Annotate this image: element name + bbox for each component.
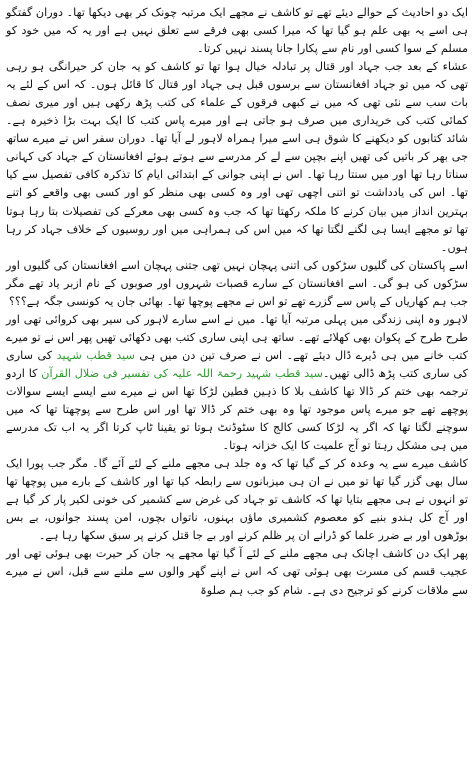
paragraph-text: کی ساری کی ساری کتب پڑھ ڈالی تھیں۔ <box>6 348 469 380</box>
paragraph <box>6 257 468 311</box>
paragraph <box>6 455 468 545</box>
paragraph-text: پھر ایک دن کاشف اچانک ہی مجھے ملنے کے لئے آ گیا تھا مجھے یہ جان کر حیرت بھی ہوئی تھی اور عجیب قسم کی مسرت بھی ہوئی تھی کہ اس نے اپنے گھر والوں سے ملنے سے قبل، اس نے میرے سے ملاقات کرنے کو ترجیح دی ہے۔ شام کو جب ہم صلوۃ <box>6 547 468 597</box>
paragraph-text: عشاء کے بعد جب جہاد اور قتال پر تبادلہ خیال ہوا تھا تو کاشف کو یہ جان کر حیرانگی ہو رہی تھی کہ میں تو جہاد افغانستان سے برسوں قبل ہی جہاد اور قتال کا قائل ہوں۔ کہ اس کے لئے یہ بات سب سے نئی تھی کہ میں نے کبھی فرقوں کے علماء کی کتب پڑھ رکھی ہیں اور میری نصف کمائی کتب کی خریداری میں صرف ہو جاتی ہے اور میرے پاس کتب کا ایک بہت بڑا ذخیرہ ہے۔ شائد کتابوں کو دیکھنے کا شوق ہی اسے میرا ہمراہ لاہور لے آیا تھا۔ دوران سفر اس نے میرے ساتھ جی بھر کر باتیں کی تھیں اپنے بچپن سے لے کر مدرسے سے ہوتے ہوئے افغانستان کے جہاد کی کہانی سناتا رہا تھا اور میں سنتا رہا تھا۔ اس نے اپنی جوانی کے ابتدائی ایام کا تذکرہ کافی تفصیل سے کیا تھا۔ اس کی یادداشت تو اتنی اچھی تھی اور وہ کسی بھی منظر کو اور کسی بھی واقعے کو اتنے بہترین انداز میں بیان کرنے کا ملکہ رکھتا تھا کہ جب وہ کسی بھی معرکے کی تفصیلات بتا رہا ہوتا تھا تو مجھے ایسا ہی لگنے لگتا تھا کہ میں اس کی ہمراہی میں اور روسیوں کے خلاف جہاد کر رہا ہوں۔ <box>6 60 468 254</box>
article-body <box>6 4 468 600</box>
paragraph-text: ایک دو احادیث کے حوالے دیئے تھے تو کاشف نے مجھے ایک مرتبہ چونک کر بھی دیکھا تھا۔ دوران گفتگو ہی اسے یہ بھی علم ہو گیا تھا کہ میرا کسی بھی فرقے سے تعلق نہیں ہے اور یہ کہ میں خود کو مسلم کے سوا کسی اور نام سے پکارا جانا پسند نہیں کرتا۔ <box>6 6 468 56</box>
paragraph <box>6 311 468 455</box>
paragraph <box>6 58 468 257</box>
highlighted-reference: سید قطب شہید رحمۃ اللہ علیہ کی تفسیر فی ضلال القرآن <box>41 366 323 380</box>
paragraph <box>6 4 468 58</box>
paragraph <box>6 545 468 599</box>
paragraph-text: لاہور وہ اپنی زندگی میں پہلی مرتبہ آیا تھا۔ میں نے اسے سارے لاہور کی سیر بھی کروائی تھی اور طرح طرح کے پکوان بھی کھلائے تھے۔ ساتھ ہی اپنی ساری کتب بھی دکھائی تھیں پھر اس نے تو میرے کتب خانے میں ہی ڈیرے ڈال دیئے تھے۔ اس نے صرف تین دن میں ہی <box>6 312 468 362</box>
highlighted-reference: سید قطب شہید <box>56 348 135 362</box>
paragraph-text: کاشف میرے سے یہ وعدہ کر کے گیا تھا کہ وہ جلد ہی مجھے ملنے کے لئے آئے گا۔ مگر جب پورا ایک سال بھی گزر گیا تھا تو میں نے ان ہی میزبانوں سے رابطہ کیا تھا اور کاشف کے بارے میں پوچھا تھا تو انہوں نے ہی مجھے بتایا تھا کہ کاشف تو جہاد کی غرض سے کشمیر کی خونی لکیر پار کر گیا ہے اور آج کل ہندو بنیے کو معصوم کشمیری ماؤں بہنوں، ناتواں بچوں، امن پسند جوانوں، بے بس بوڑھوں اور بے ضرر علما کو ڈرانے ان پر ظلم کرنے اور بے جا قتل کرنے پر سبق سکھا رہا ہے۔ <box>6 457 468 543</box>
paragraph-text: کا اردو ترجمہ بھی ختم کر ڈالا تھا کاشف بلا کا ذہین فطین لڑکا تھا اس نے میرے سے ایسے ایسے سوالات پوچھے تھے جو میرے پاس موجود تھا وہ بھی ختم کر ڈالا تھا اور اس طرح سے پوچھتا تھا کہ میں سوچنے لگتا تھا کہ اگر یہ لڑکا کسی کالج کا سٹوڈنٹ ہوتا تو یقینا ٹاپ کرتا اگر یہ اب تک مدرسے میں ہی مشکل رہتا تو آج علمیت کا ایک خزانہ ہوتا۔ <box>6 366 468 453</box>
paragraph-text: اسے پاکستان کی گلیوں سڑکوں کی اتنی پہچان نہیں تھی جتنی پہچان اسے افغانستان کی گلیوں اور سڑکوں کی ہو گی۔ اسے افغانستان کے سارے قصبات شہروں اور صوبوں کے نام ازبر یاد تھے مگر جب ہم کھاریاں کے پاس سے گزرے تھے تو اس نے مجھے پوچھا تھا۔ بھائی جان یہ کونسی جگہ ہے؟؟؟ <box>6 258 468 308</box>
